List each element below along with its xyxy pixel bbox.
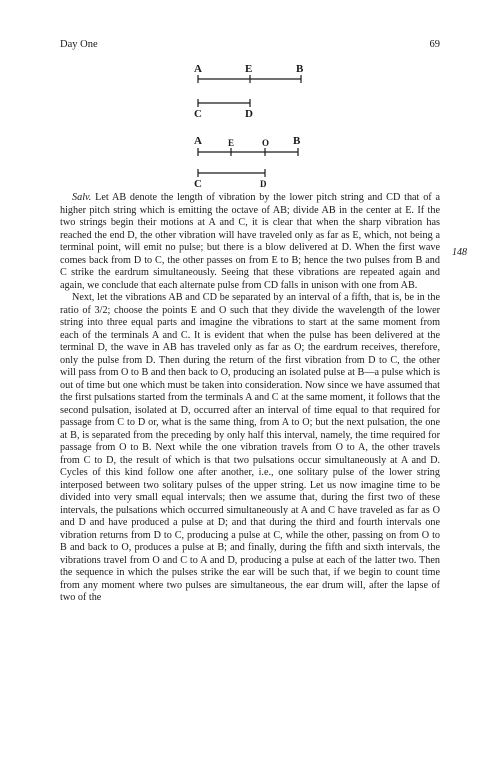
speaker-label: Salv. (72, 192, 92, 203)
diagram-octave (194, 63, 304, 120)
paragraph-salviati (60, 192, 440, 292)
label-a2: A (194, 135, 202, 147)
label-e1: E (245, 63, 253, 75)
page-number: 69 (429, 39, 440, 50)
string-vibration-diagram (180, 60, 320, 190)
label-c1: C (194, 108, 202, 120)
paragraph-text: Let AB denote the length of vibration by the lower pitch string and CD that of a higher pitch string which is emitting the octave of AB; divide AB in the center at E. If the two strings begin their motions at A and C, it is clear that when the sharp vibration has reached the end D, the other vibration will have traveled only as far as E, which, not being a terminal point, will emit no pulse; but there is a blow delivered at D. When the first wave comes back from D to C, the other passes on from E to B; hence the two pulses from B and C strike the eardrum simultaneously. Seeing that these vibrations are repeated again and again, we conclude that each alternate pulse from CD falls in unison with one from AB. (60, 192, 440, 291)
running-head (60, 39, 440, 53)
label-d1: D (245, 108, 253, 120)
diagram-fifth (194, 135, 301, 190)
body-text (60, 192, 440, 752)
label-o2: O (262, 138, 270, 148)
margin-page-reference: 148 (452, 247, 467, 258)
label-a1: A (194, 63, 202, 75)
running-head-title: Day One (60, 39, 98, 50)
label-b2: B (293, 135, 301, 147)
label-d2: D (260, 179, 267, 189)
paragraph-text: Next, let the vibrations AB and CD be separated by an interval of a fifth, that is, be in the ratio of 3/2; choose the points E and O such that they divide the wavelength of the lower string into three equal parts and imagine the vibrations to start at the same moment from each of the terminals A and C. It is evident that when the pulse has been delivered at the terminal D, the wave in AB has traveled only as far as O; the eardrum receives, therefore, only the pulse from D. Then during the return of the first vibration from D to C, the other will pass from O to B and then back to O, producing an isolated pulse at B—a pulse which is out of time but one which must be taken into consideration. Now since we have assumed that the first pulsations started from the terminals A and C at the same moment, it follows that the second pulsation, isolated at D, occurred after an interval of time equal to that required for passage from C to D or, what is the same thing, from A to O; but the next pulsation, the one at B, is separated from the preceding by only half this interval, namely, the time required for passage from O to B. Next while the one vibration travels from O to A, the other travels from C to D, the result of which is that two pulsations occur simultaneously at A and D. Cycles of this kind follow one after another, i.e., one solitary pulse of the lower string interposed between two solitary pulses of the upper string. Let us now imagine time to be divided into very small equal intervals; then we assume that, during the first two of these intervals, the pulsations which occurred simultaneously at A and C have traveled as far as O and D and have produced a pulse at D; and that during the third and fourth intervals one vibration returns from D to C, producing a pulse at C, while the other, passing on from O to B and back to O, produces a pulse at B; and finally, during the fifth and sixth intervals, the vibrations travel from O and C to A and D, producing a pulse at each of the latter two. Then the sequence in which the pulses strike the ear will be such that, if we begin to count time from any moment where two pulses are simultaneous, the ear drum will, after the lapse of two of the (60, 292, 440, 603)
paragraph-fifth (60, 292, 440, 605)
label-b1: B (296, 63, 304, 75)
label-e2: E (228, 138, 235, 148)
label-c2: C (194, 178, 202, 190)
